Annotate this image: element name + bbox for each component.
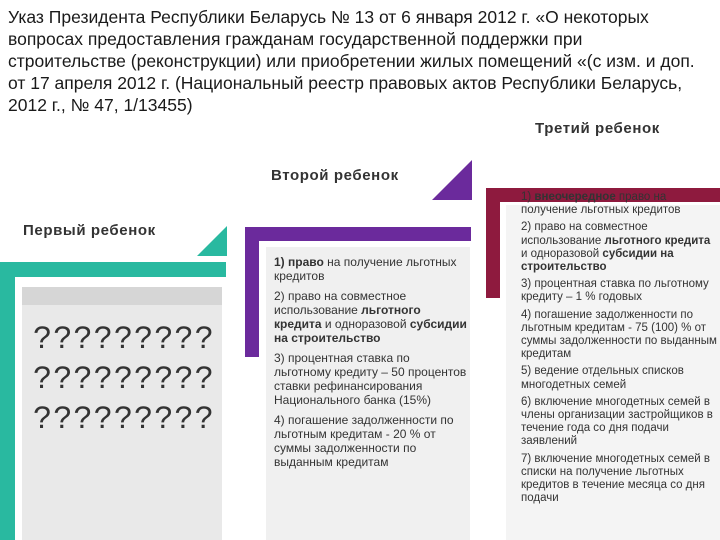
- placeholder-line: ?????????: [33, 321, 215, 358]
- benefit-bold: льготного кредита: [274, 303, 421, 331]
- benefit-item: [521, 191, 719, 217]
- title-line: 2012 г., № 47, 1/13455): [8, 95, 193, 115]
- benefit-text: и одноразовой: [521, 247, 603, 260]
- placeholder-line: ?????????: [33, 401, 215, 438]
- placeholder-line: ?????????: [33, 361, 215, 398]
- first-child-placeholder: [33, 320, 215, 440]
- page-title: [8, 6, 714, 116]
- green-step-side: [0, 262, 15, 540]
- benefit-text: на получение льготных кредитов: [274, 255, 457, 283]
- benefit-bold: 1) право: [274, 255, 324, 269]
- red-step-side: [486, 188, 500, 298]
- third-child-benefits: [521, 191, 719, 509]
- benefit-item: [521, 221, 719, 274]
- benefit-item: 4) погашение задолженности по льготным кредитам - 75 (100) % от суммы задолженности по выданным кредитам: [521, 308, 717, 361]
- benefit-text: 2) право на совместное использование: [274, 289, 407, 317]
- benefit-text: право на получение льготных кредитов: [521, 191, 681, 217]
- benefit-bold: льготного кредита: [604, 234, 711, 247]
- second-child-benefits: [274, 255, 468, 475]
- label-third-child: Третий ребенок: [535, 120, 660, 137]
- benefit-bold: субсидии на строительство: [521, 247, 674, 274]
- title-line: Указ Президента Республики Беларусь № 13 от 6 января 2012 г. «О некоторых: [8, 7, 649, 27]
- benefit-item: 4) погашение задолженности по льготным кредитам - 20 % от суммы задолженности по выданным кредитам: [274, 413, 454, 469]
- benefit-bold: внеочередное: [534, 191, 616, 203]
- purple-step-bar: [245, 227, 471, 241]
- benefit-text: и одноразовой: [321, 317, 410, 331]
- first-step-top: [22, 287, 222, 305]
- title-line: от 17 апреля 2012 г. (Национальный реестр правовых актов Республики Беларусь,: [8, 73, 683, 93]
- benefit-item: 5) ведение отдельных списков многодетных семей: [521, 365, 684, 391]
- benefit-item: [274, 255, 468, 283]
- benefit-item: 6) включение многодетных семей в члены организации застройщиков в течение года со дня подачи заявлений: [521, 395, 713, 448]
- purple-step-side: [245, 227, 259, 357]
- purple-corner-triangle: [432, 160, 472, 200]
- green-step-bar: [0, 262, 226, 277]
- label-second-child: Второй ребенок: [271, 167, 399, 184]
- title-line: строительстве (реконструкции) или приобретении жилых помещений «(с изм. и доп.: [8, 51, 695, 71]
- benefit-item: [274, 289, 468, 345]
- label-first-child: Первый ребенок: [23, 222, 156, 239]
- benefit-bold: субсидии на строительство: [274, 317, 467, 345]
- benefit-item: 3) процентная ставка по льготному кредиту – 50 процентов ставки рефинансирования Национального банка (15%): [274, 351, 467, 407]
- benefit-item: 3) процентная ставка по льготному кредиту – 1 % годовых: [521, 278, 709, 304]
- benefit-text: 2) право на совместное использование: [521, 221, 648, 247]
- title-line: вопросах предоставления гражданам государственной поддержки при: [8, 29, 583, 49]
- green-corner-triangle: [197, 226, 227, 256]
- benefit-item: 7) включение многодетных семей в списки на получение льготных кредитов в течение месяца со дня подачи: [521, 452, 710, 505]
- benefit-text: 1): [521, 191, 535, 203]
